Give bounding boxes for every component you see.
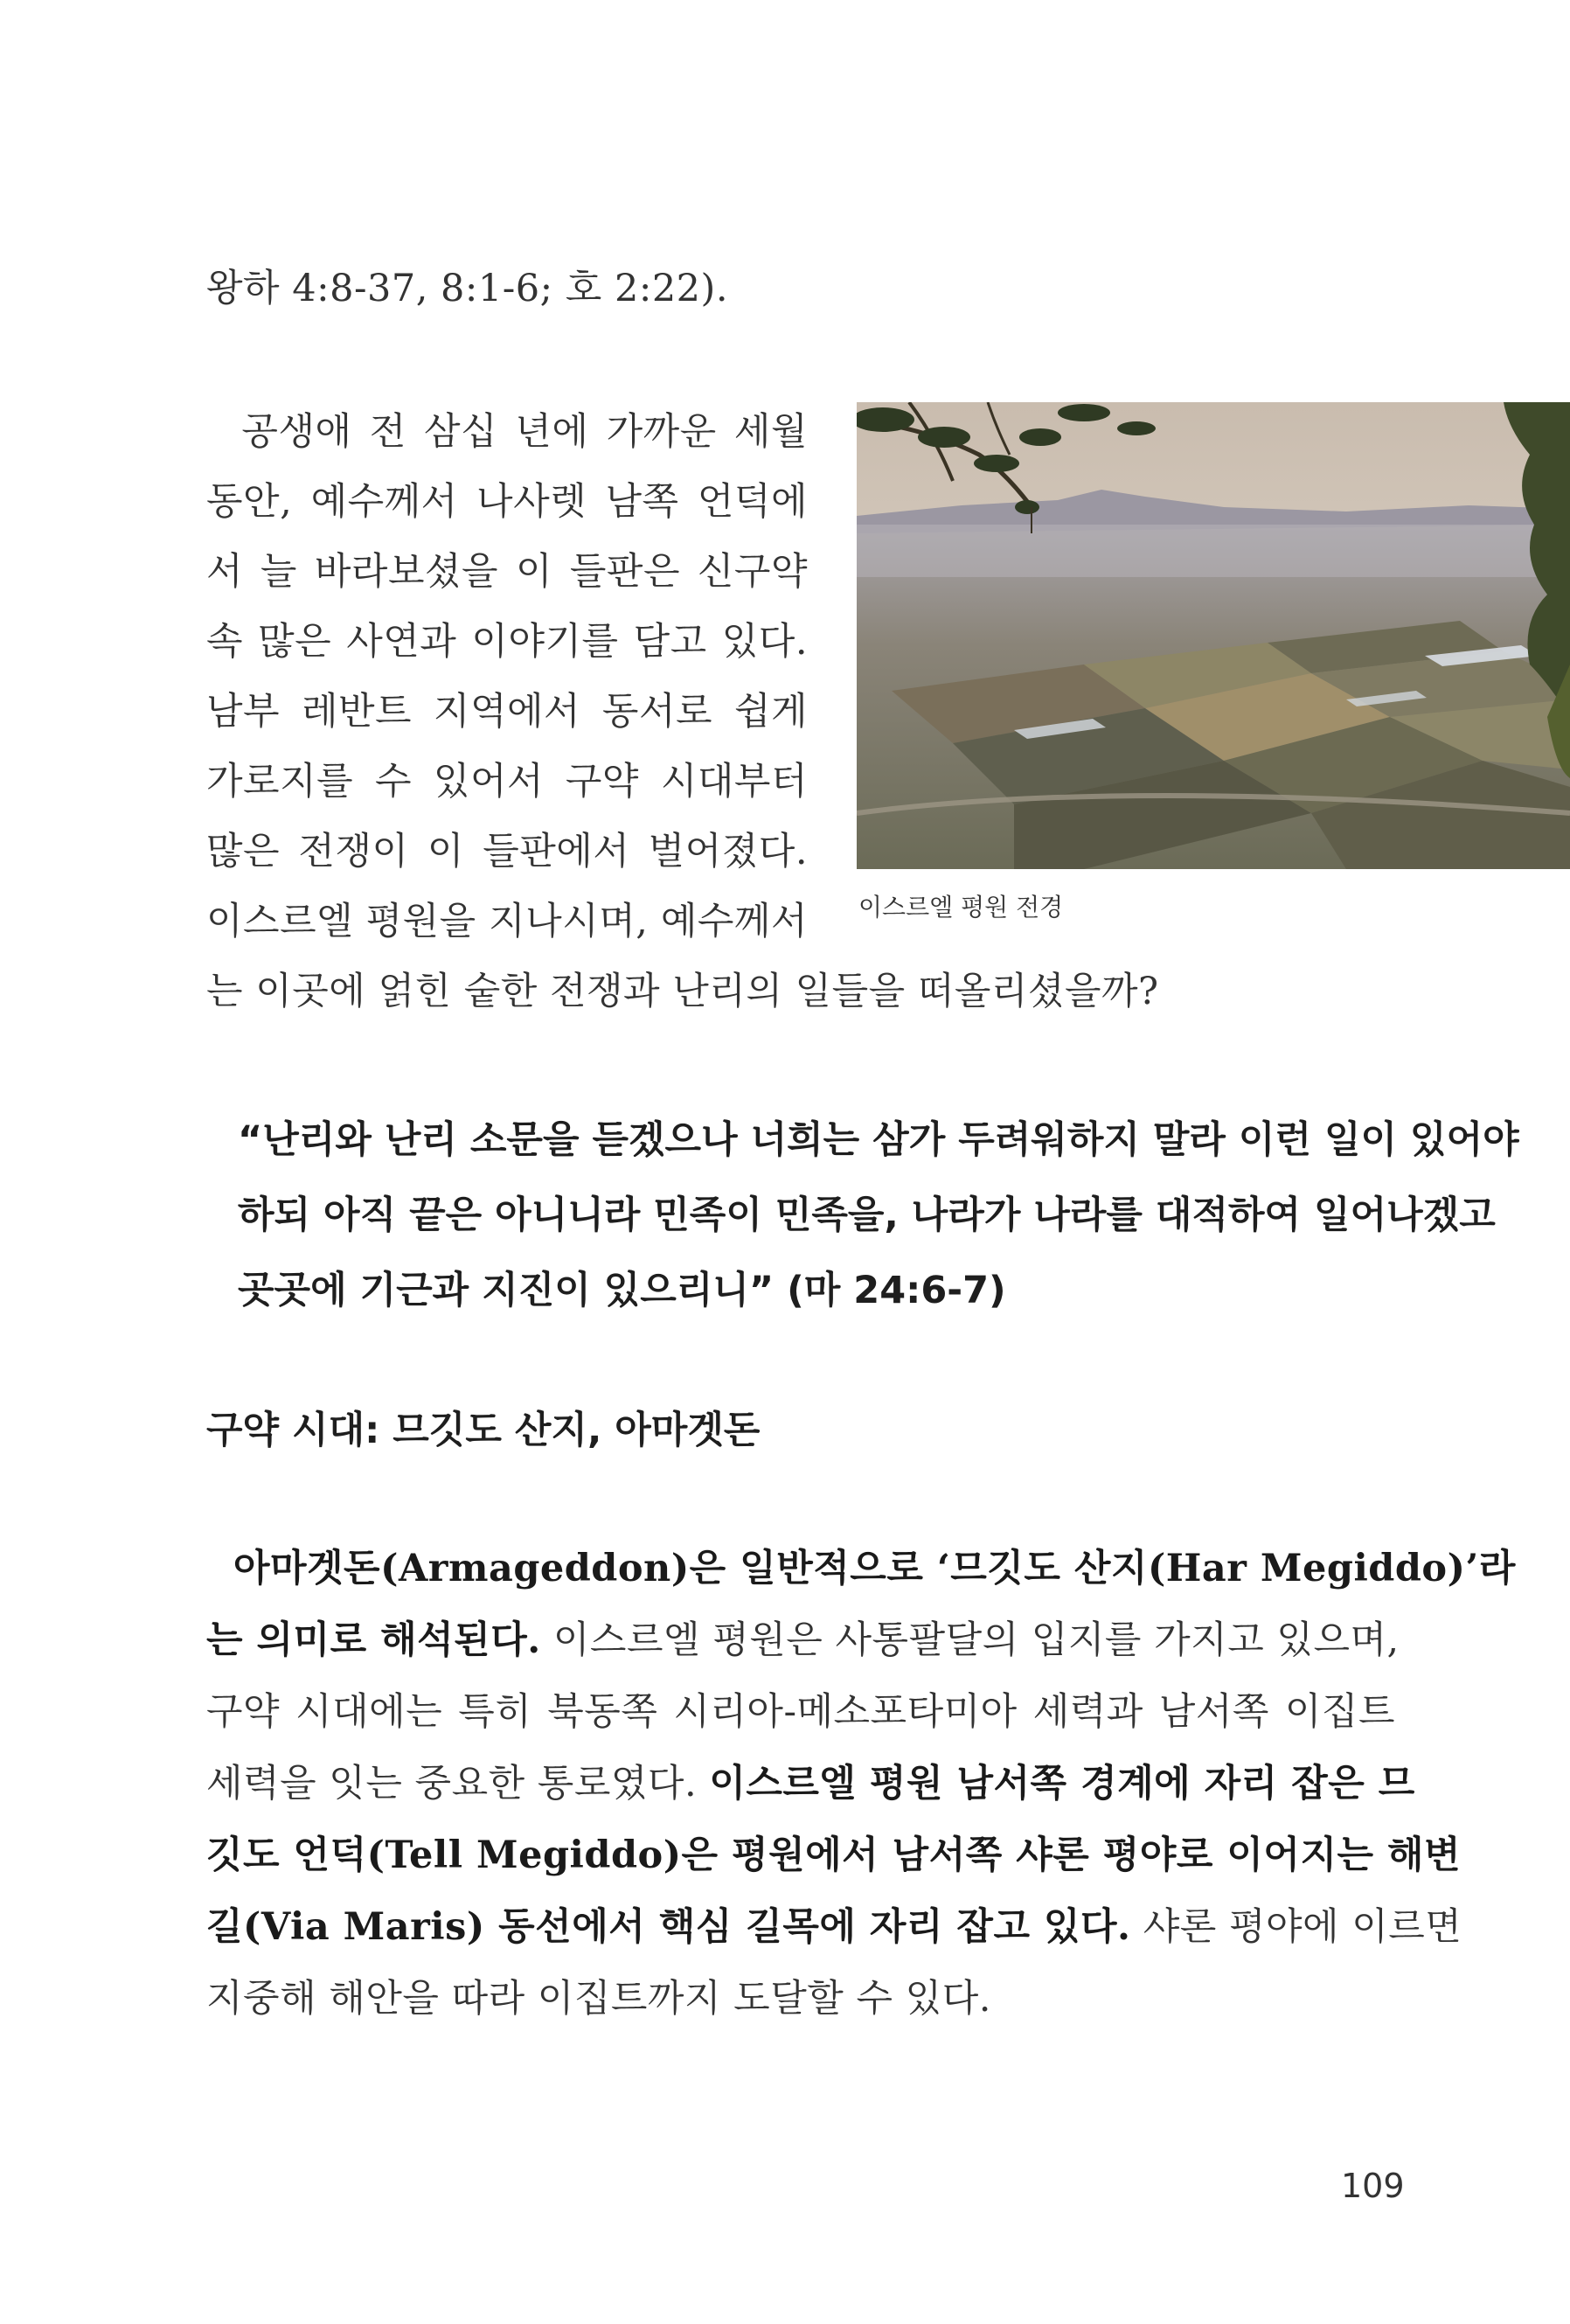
paragraph-line — [206, 1754, 1415, 1807]
bold-phrase: 깃도 언덕(Tell Megiddo)은 평원에서 남서쪽 샤론 평야로 이어지는 해변 — [206, 1833, 1462, 1877]
paragraph-line: 서 늘 바라보셨을 이 들판은 신구약 — [206, 550, 808, 594]
paragraph-line: 많은 전쟁이 이 들판에서 벌어졌다. — [206, 830, 808, 873]
scripture-quote-line: “난리와 난리 소문을 듣겠으나 너희는 삼가 두려워하지 말라 이런 일이 있어야 — [238, 1118, 1519, 1162]
bold-phrase: 이스르엘 평원 남서쪽 경계에 자리 잡은 므 — [709, 1762, 1415, 1806]
section-heading: 구약 시대: 므깃도 산지, 아마겟돈 — [206, 1409, 761, 1452]
photo-caption: 이스르엘 평원 전경 — [858, 893, 1064, 922]
paragraph-line: 이스르엘 평원을 지나시며, 예수께서 — [206, 900, 808, 943]
text-span: 이스르엘 평원은 사통팔달의 입지를 가지고 있으며, — [540, 1618, 1400, 1662]
paragraph-line — [206, 1826, 1462, 1879]
paragraph-line: 구약 시대에는 특히 북동쪽 시리아-메소포타미아 세력과 남서쪽 이집트 — [206, 1690, 1395, 1734]
text-span: 샤론 평야에 이르면 — [1130, 1905, 1462, 1949]
page-number: 109 — [1341, 2167, 1405, 2205]
paragraph-line: 속 많은 사연과 이야기를 담고 있다. — [206, 620, 808, 664]
paragraph-line: 남부 레반트 지역에서 동서로 쉽게 — [206, 690, 808, 734]
paragraph-line — [206, 1897, 1462, 1951]
paragraph-line — [206, 1539, 1516, 1592]
bold-phrase: 아마겟돈(Armageddon)은 일반적으로 ‘므깃도 산지(Har Megiddo)’라 — [206, 1547, 1516, 1590]
paragraph-line: 는 이곳에 얽힌 숱한 전쟁과 난리의 일들을 떠올리셨을까? — [206, 970, 1159, 1013]
paragraph-line — [206, 1611, 1400, 1664]
bold-phrase: 는 의미로 해석된다. — [206, 1618, 541, 1662]
paragraph-line: 공생애 전 삼십 년에 가까운 세월 — [206, 410, 808, 454]
text-span: 세력을 잇는 중요한 통로였다. — [206, 1762, 710, 1806]
scripture-quote-line: 하되 아직 끝은 아니니라 민족이 민족을, 나라가 나라를 대적하여 일어나겠고 — [238, 1193, 1496, 1237]
paragraph-line: 동안, 예수께서 나사렛 남쪽 언덕에 — [206, 480, 808, 524]
paragraph-line: 가로지를 수 있어서 구약 시대부터 — [206, 760, 808, 804]
paragraph-line: 지중해 해안을 따라 이집트까지 도달할 수 있다. — [206, 1977, 991, 2021]
paragraph-line: 왕하 4:8-37, 8:1-6; 호 2:22). — [206, 267, 728, 310]
bold-phrase: 길(Via Maris) 동선에서 핵심 길목에 자리 잡고 있다. — [206, 1905, 1131, 1949]
scripture-quote-line: 곳곳에 기근과 지진이 있으리니” (마 24:6-7) — [238, 1269, 1006, 1312]
jezreel-valley-photo — [857, 402, 1570, 869]
